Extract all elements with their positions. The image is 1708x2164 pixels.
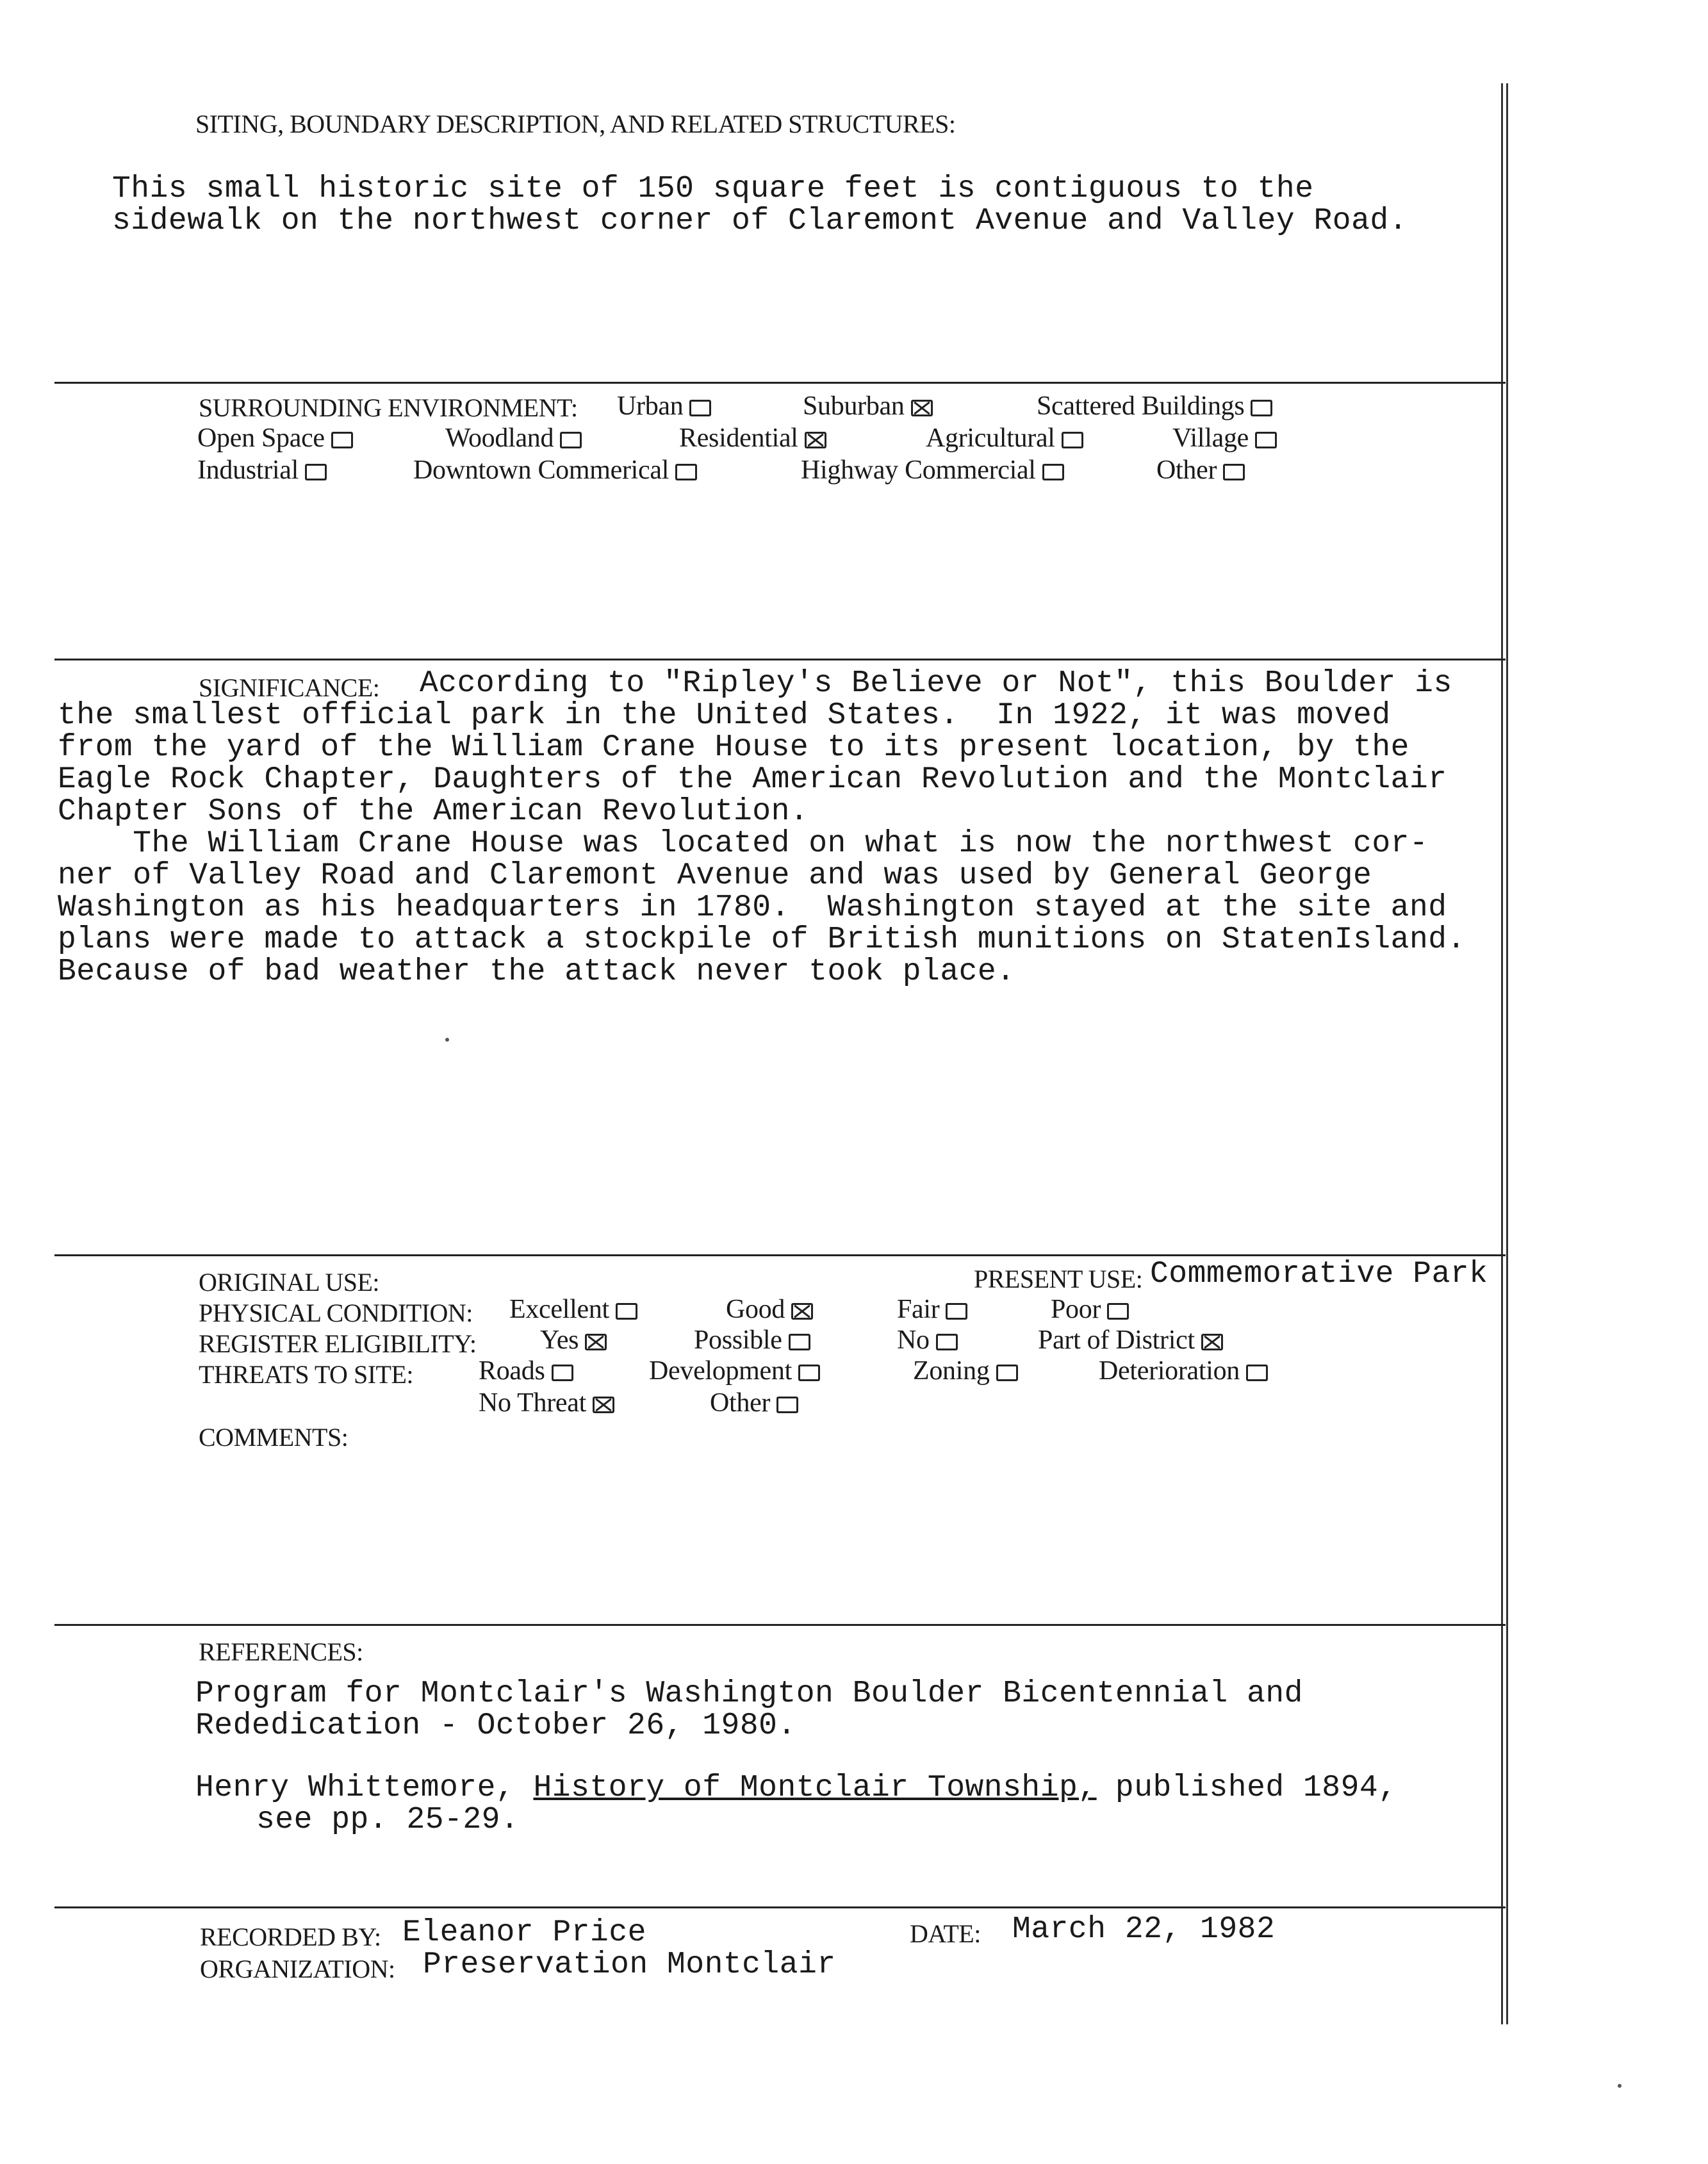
env-option-highway-commercial[interactable]: [801, 455, 1064, 486]
present-use-value: Commemorative Park: [1150, 1257, 1488, 1291]
siting-line-1: This small historic site of 150 square feet is contiguous to the: [112, 172, 1314, 206]
checkbox-checked-icon[interactable]: [911, 400, 933, 416]
env-option-label: Scattered Buildings: [1037, 391, 1245, 421]
condition-excellent[interactable]: [509, 1294, 637, 1325]
env-option-scattered-buildings[interactable]: [1037, 391, 1272, 422]
siting-line-2: sidewalk on the northwest corner of Claremont Avenue and Valley Road.: [112, 204, 1408, 238]
threat-label: Roads: [479, 1356, 545, 1386]
stray-mark: [1618, 2084, 1622, 2088]
reference-2-line-2: see pp. 25-29.: [256, 1803, 520, 1837]
environment-heading: SURROUNDING ENVIRONMENT:: [199, 393, 578, 422]
condition-poor[interactable]: [1051, 1294, 1129, 1325]
env-option-industrial[interactable]: [197, 455, 327, 486]
significance-line: from the yard of the William Crane House to its present location, by the: [58, 730, 1409, 765]
checkbox-icon[interactable]: [946, 1303, 967, 1320]
env-option-village[interactable]: [1172, 423, 1277, 454]
condition-label: Good: [726, 1295, 785, 1324]
reference-2-line-1: [195, 1771, 1397, 1805]
env-option-label: Urban: [617, 391, 684, 421]
present-use-label: PRESENT USE:: [974, 1265, 1143, 1293]
checkbox-icon[interactable]: [331, 432, 353, 448]
env-option-label: Woodland: [445, 423, 554, 453]
right-margin-rule: [1501, 83, 1503, 2024]
env-option-suburban[interactable]: [803, 391, 933, 422]
recorded-by-label: RECORDED BY:: [200, 1922, 381, 1951]
register-label: Possible: [694, 1325, 782, 1355]
checkbox-checked-icon[interactable]: [593, 1397, 614, 1413]
significance-line: The William Crane House was located on what is now the northwest cor-: [58, 826, 1429, 861]
reference-2-title: History of Montclair Township,: [533, 1771, 1097, 1805]
checkbox-icon[interactable]: [798, 1365, 820, 1381]
section-divider: [54, 1624, 1506, 1626]
env-option-downtown-commercial[interactable]: [413, 455, 697, 486]
env-option-other[interactable]: [1156, 455, 1245, 486]
env-option-residential[interactable]: [679, 423, 826, 454]
condition-fair[interactable]: [897, 1294, 967, 1325]
register-part-of-district[interactable]: [1038, 1325, 1223, 1356]
env-option-urban[interactable]: [617, 391, 711, 422]
organization-value: Preservation Montclair: [423, 1947, 836, 1982]
section-divider: [54, 659, 1506, 660]
reference-2-rest: published 1894,: [1096, 1771, 1397, 1805]
threat-roads[interactable]: [479, 1356, 573, 1386]
comments-label: COMMENTS:: [199, 1423, 349, 1452]
stray-mark: [445, 1038, 449, 1042]
checkbox-icon[interactable]: [552, 1365, 573, 1381]
checkbox-icon[interactable]: [1255, 432, 1277, 448]
threat-label: No Threat: [479, 1388, 586, 1418]
significance-line: Because of bad weather the attack never took place.: [58, 955, 1015, 989]
threat-development[interactable]: [649, 1356, 820, 1386]
env-option-label: Village: [1172, 423, 1249, 453]
section-divider: [54, 382, 1506, 384]
env-option-label: Industrial: [197, 455, 299, 485]
register-eligibility-label: REGISTER ELIGIBILITY:: [199, 1329, 477, 1358]
env-option-label: Open Space: [197, 423, 325, 453]
threat-label: Zoning: [913, 1356, 990, 1386]
organization-label: ORGANIZATION:: [200, 1955, 395, 1983]
condition-label: Poor: [1051, 1295, 1101, 1324]
condition-label: Fair: [897, 1295, 940, 1324]
threat-other[interactable]: [710, 1388, 798, 1418]
env-option-label: Highway Commercial: [801, 455, 1036, 485]
checkbox-icon[interactable]: [1107, 1303, 1129, 1320]
checkbox-icon[interactable]: [776, 1397, 798, 1413]
checkbox-icon[interactable]: [1062, 432, 1083, 448]
recorded-by-value: Eleanor Price: [402, 1915, 646, 1950]
register-label: No: [897, 1325, 930, 1355]
checkbox-checked-icon[interactable]: [1201, 1334, 1223, 1350]
threats-label: THREATS TO SITE:: [199, 1360, 413, 1389]
siting-heading: SITING, BOUNDARY DESCRIPTION, AND RELATED STRUCTURES:: [195, 110, 956, 138]
threat-zoning[interactable]: [913, 1356, 1018, 1386]
threat-label: Other: [710, 1388, 771, 1418]
right-margin-rule-inner: [1506, 83, 1508, 2024]
section-divider: [54, 1906, 1506, 1908]
checkbox-icon[interactable]: [675, 464, 697, 480]
significance-line: plans were made to attack a stockpile of British munitions on StatenIsland.: [58, 922, 1466, 957]
significance-line: ner of Valley Road and Claremont Avenue and was used by General George: [58, 858, 1372, 893]
env-option-agricultural[interactable]: [926, 423, 1083, 454]
reference-1-line-2: Rededication - October 26, 1980.: [195, 1709, 796, 1743]
references-heading: REFERENCES:: [199, 1637, 363, 1666]
threat-deterioration[interactable]: [1099, 1356, 1268, 1386]
checkbox-icon[interactable]: [789, 1334, 810, 1350]
condition-good[interactable]: [726, 1294, 813, 1325]
register-label: Yes: [540, 1325, 579, 1355]
original-use-label: ORIGINAL USE:: [199, 1268, 379, 1297]
significance-line: Eagle Rock Chapter, Daughters of the American Revolution and the Montclair: [58, 762, 1447, 797]
threat-no-threat[interactable]: [479, 1388, 614, 1418]
date-value: March 22, 1982: [1012, 1912, 1276, 1947]
env-option-label: Suburban: [803, 391, 905, 421]
checkbox-icon[interactable]: [689, 400, 711, 416]
checkbox-checked-icon[interactable]: [585, 1334, 607, 1350]
checkbox-icon[interactable]: [936, 1334, 958, 1350]
checkbox-icon[interactable]: [305, 464, 327, 480]
register-yes[interactable]: [540, 1325, 607, 1356]
register-possible[interactable]: [694, 1325, 810, 1356]
checkbox-icon[interactable]: [1223, 464, 1245, 480]
checkbox-checked-icon[interactable]: [805, 432, 826, 448]
significance-line: the smallest official park in the United States. In 1922, it was moved: [58, 698, 1391, 733]
env-option-woodland[interactable]: [445, 423, 582, 454]
register-label: Part of District: [1038, 1325, 1195, 1355]
checkbox-icon[interactable]: [560, 432, 582, 448]
env-option-label: Downtown Commerical: [413, 455, 669, 485]
date-label: DATE:: [910, 1919, 981, 1948]
checkbox-icon[interactable]: [1042, 464, 1064, 480]
env-option-open-space[interactable]: [197, 423, 353, 454]
reference-1-line-1: Program for Montclair's Washington Boulder Bicentennial and: [195, 1676, 1303, 1711]
env-option-label: Other: [1156, 455, 1217, 485]
checkbox-icon[interactable]: [1251, 400, 1272, 416]
reference-2-author: Henry Whittemore,: [195, 1771, 534, 1805]
threat-label: Development: [649, 1356, 792, 1386]
section-divider: [54, 1254, 1506, 1256]
checkbox-checked-icon[interactable]: [791, 1303, 813, 1320]
significance-first-line: According to "Ripley's Believe or Not", this Boulder is: [420, 666, 1452, 701]
checkbox-icon[interactable]: [616, 1303, 637, 1320]
env-option-label: Residential: [679, 423, 798, 453]
checkbox-icon[interactable]: [1246, 1365, 1268, 1381]
checkbox-icon[interactable]: [996, 1365, 1018, 1381]
significance-line: Washington as his headquarters in 1780. Washington stayed at the site and: [58, 890, 1447, 925]
condition-label: Excellent: [509, 1295, 609, 1324]
significance-heading: SIGNIFICANCE:: [199, 673, 380, 702]
threat-label: Deterioration: [1099, 1356, 1240, 1386]
physical-condition-label: PHYSICAL CONDITION:: [199, 1299, 473, 1327]
register-no[interactable]: [897, 1325, 958, 1356]
significance-line: Chapter Sons of the American Revolution.: [58, 794, 809, 829]
env-option-label: Agricultural: [926, 423, 1055, 453]
